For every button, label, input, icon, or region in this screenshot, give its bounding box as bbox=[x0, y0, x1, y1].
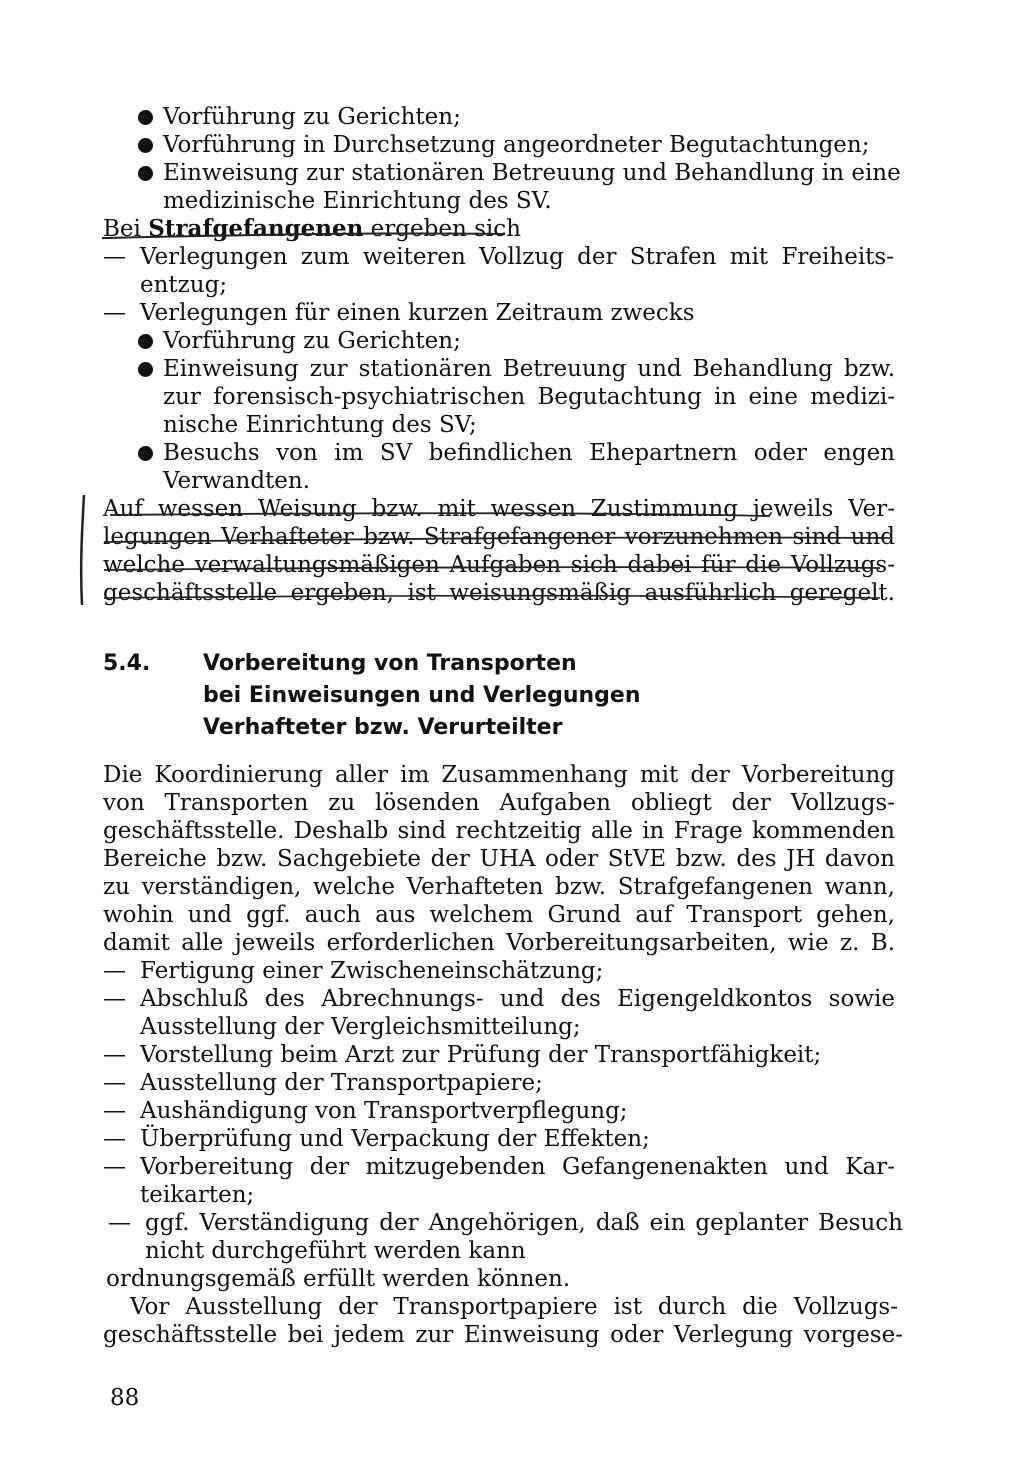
weisung-line: geschäftsstelle ergeben, ist weisungsmäßig ausführlich geregelt. bbox=[103, 580, 895, 606]
task-item: nicht durchgeführt werden kann bbox=[145, 1238, 526, 1264]
intro-prefix: Bei bbox=[103, 216, 149, 242]
dash-marker: — bbox=[103, 986, 126, 1012]
intro-bold: Strafgefangenen bbox=[148, 215, 364, 242]
task-item: ggf. Verständigung der Angehörigen, daß ein geplanter Besuch bbox=[145, 1210, 903, 1236]
bullet-text: Besuchs von im SV befindlichen Ehepartnern oder engen bbox=[163, 440, 895, 466]
bullet-text: medizinische Einrichtung des SV. bbox=[163, 188, 552, 214]
bullet-text: Einweisung zur stationären Betreuung und Behandlung bzw. bbox=[163, 356, 895, 382]
dash-marker: — bbox=[103, 1154, 126, 1180]
weisung-line: legungen Verhafteter bzw. Strafgefangener vorzunehmen sind und bbox=[103, 524, 895, 550]
paragraph-line: Bereiche bzw. Sachgebiete der UHA oder StVE bzw. des JH davon bbox=[103, 846, 895, 872]
task-item: Abschluß des Abrechnungs- und des Eigengeldkontos sowie bbox=[140, 986, 895, 1012]
bullet-text: Vorführung zu Gerichten; bbox=[163, 104, 461, 130]
weisung-line: welche verwaltungsmäßigen Aufgaben sich dabei für die Vollzugs- bbox=[103, 552, 895, 578]
paragraph-line: Vor Ausstellung der Transportpapiere ist durch die Vollzugs- bbox=[130, 1294, 898, 1320]
bullet-text: zur forensisch-psychiatrischen Begutachtung in eine medizi- bbox=[163, 384, 895, 410]
task-item: Aushändigung von Transportverpflegung; bbox=[140, 1098, 628, 1124]
weisung-line: Auf wessen Weisung bzw. mit wessen Zustimmung jeweils Ver- bbox=[103, 496, 895, 522]
dash-marker: — bbox=[103, 1070, 126, 1096]
dash-marker: — bbox=[108, 1210, 131, 1236]
task-item: Vorstellung beim Arzt zur Prüfung der Transportfähigkeit; bbox=[140, 1042, 822, 1068]
paragraph-line: wohin und ggf. auch aus welchem Grund auf Transport gehen, bbox=[103, 902, 895, 928]
closing-line: ordnungsgemäß erfüllt werden können. bbox=[106, 1266, 571, 1292]
section-title-line: Verhafteter bzw. Verurteilter bbox=[203, 715, 563, 740]
section-title-line: Vorbereitung von Transporten bbox=[203, 651, 577, 676]
paragraph-line: von Transporten zu lösenden Aufgaben obliegt der Vollzugs- bbox=[103, 790, 895, 816]
intro-suffix: ergeben sich bbox=[363, 216, 521, 242]
dash-marker: — bbox=[103, 958, 126, 984]
bullet-text: nische Einrichtung des SV; bbox=[163, 412, 477, 438]
bullet-text: Einweisung zur stationären Betreuung und Behandlung in eine bbox=[163, 160, 901, 186]
bullet-text: Verwandten. bbox=[163, 468, 311, 494]
dash-marker: — bbox=[103, 1098, 126, 1124]
dash-marker: — bbox=[103, 1126, 126, 1152]
dash-marker: — bbox=[103, 1042, 126, 1068]
task-item: Vorbereitung der mitzugebenden Gefangenenakten und Kar- bbox=[140, 1154, 895, 1180]
paragraph-line: geschäftsstelle bei jedem zur Einweisung oder Verlegung vorgese- bbox=[103, 1322, 903, 1348]
list-item: Verlegungen für einen kurzen Zeitraum zwecks bbox=[140, 300, 695, 326]
bullet-text: Vorführung in Durchsetzung angeordneter Begutachtungen; bbox=[163, 132, 870, 158]
paragraph-line: Die Koordinierung aller im Zusammenhang mit der Vorbereitung bbox=[103, 762, 895, 788]
dash-marker: — bbox=[103, 244, 126, 270]
paragraph-line: geschäftsstelle. Deshalb sind rechtzeitig alle in Frage kommenden bbox=[103, 818, 895, 844]
task-item: Ausstellung der Vergleichsmitteilung; bbox=[140, 1014, 581, 1040]
bullet-text: Vorführung zu Gerichten; bbox=[163, 328, 461, 354]
paragraph-line: zu verständigen, welche Verhafteten bzw. Strafgefangenen wann, bbox=[103, 874, 895, 900]
list-item: Verlegungen zum weiteren Vollzug der Strafen mit Freiheits- bbox=[140, 244, 894, 270]
paragraph-line: damit alle jeweils erforderlichen Vorbereitungsarbeiten, wie z. B. bbox=[103, 930, 895, 956]
task-item: Fertigung einer Zwischeneinschätzung; bbox=[140, 958, 604, 984]
dash-marker: — bbox=[103, 300, 126, 326]
task-item: Überprüfung und Verpackung der Effekten; bbox=[140, 1126, 650, 1152]
task-item: Ausstellung der Transportpapiere; bbox=[140, 1070, 543, 1096]
section-title-line: bei Einweisungen und Verlegungen bbox=[203, 683, 641, 708]
page-number: 88 bbox=[110, 1385, 140, 1411]
task-item: teikarten; bbox=[140, 1182, 255, 1208]
list-item: entzug; bbox=[140, 272, 228, 298]
section-number: 5.4. bbox=[103, 651, 151, 676]
